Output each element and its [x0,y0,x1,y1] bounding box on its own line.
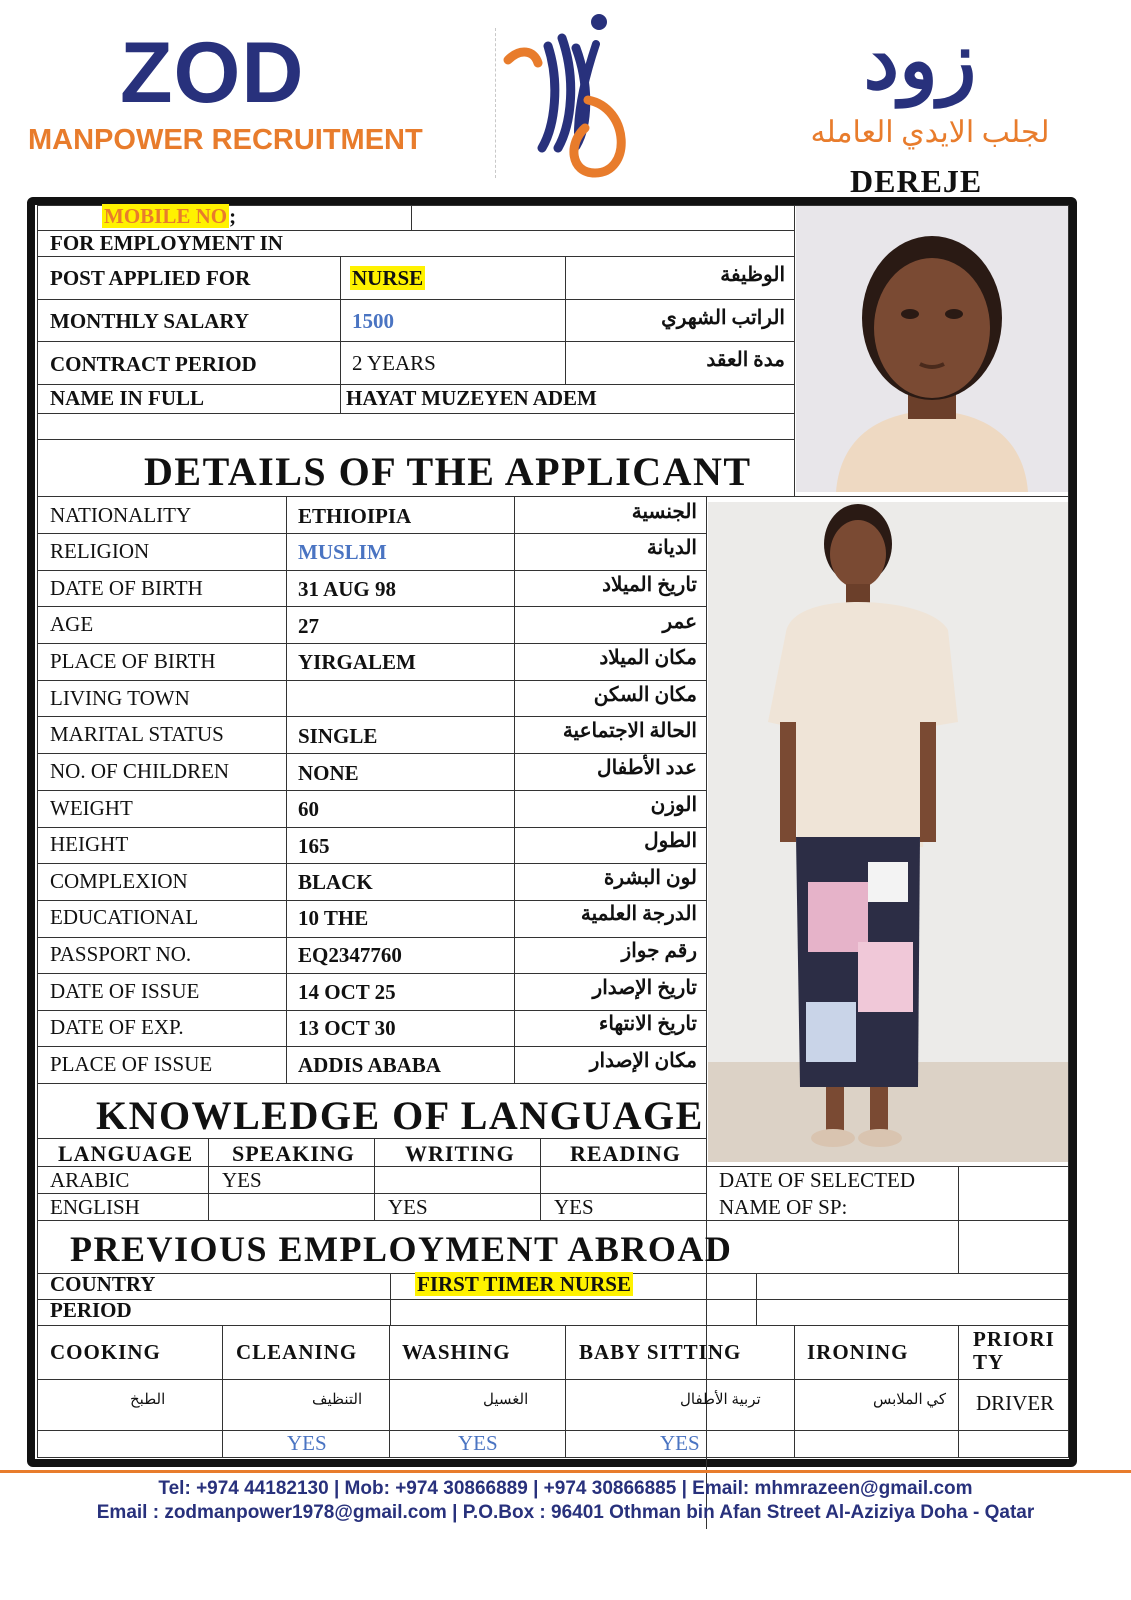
footer-contact: Tel: +974 44182130 | Mob: +974 30866889 | +974 30866885 | Email: mhmrazeen@gmail.com [158,1478,973,1499]
detail-label: NO. OF CHILDREN [50,759,230,783]
salary-label: MONTHLY SALARY [50,309,249,333]
speaking-header: SPEAKING [232,1141,355,1166]
detail-label: PLACE OF ISSUE [50,1052,213,1076]
skill-header: WASHING [402,1340,511,1364]
detail-label: PASSPORT NO. [50,942,192,966]
detail-label: COMPLEXION [50,869,188,893]
detail-arabic: تاريخ الإصدار [592,977,697,999]
language-title: KNOWLEDGE OF LANGUAGE [96,1093,704,1138]
detail-value: ETHIOIPIA [298,504,412,528]
post-value: NURSE [352,266,424,290]
previous-title: PREVIOUS EMPLOYMENT ABROAD [70,1229,733,1269]
name-value: HAYAT MUZEYEN ADEM [346,386,597,410]
arabic-subtitle: لجلب الايدي العامله [810,116,1050,149]
salary-value: 1500 [352,309,394,333]
detail-label: MARITAL STATUS [50,722,224,746]
detail-arabic: الديانة [646,537,697,559]
skill-header: IRONING [807,1340,909,1364]
detail-arabic: رقم جواز [621,940,697,962]
detail-value: SINGLE [298,724,378,748]
writing-header: WRITING [405,1141,515,1166]
detail-label: HEIGHT [50,832,129,856]
detail-label: DATE OF BIRTH [50,576,203,600]
detail-arabic: الدرجة العلمية [580,903,697,925]
reading-header: READING [570,1141,681,1166]
detail-label: PLACE OF BIRTH [50,649,216,673]
post-label: POST APPLIED FOR [50,266,251,290]
contract-label: CONTRACT PERIOD [50,352,257,376]
detail-value: 13 OCT 30 [298,1016,396,1040]
post-arabic: الوظيفة [720,264,785,286]
detail-arabic: تاريخ الميلاد [602,574,697,596]
priority-header: PRIORI TY [973,1327,1055,1375]
salary-arabic: الراتب الشهري [661,307,785,329]
detail-arabic: الطول [644,830,697,852]
skill-arabic: التنظيف [312,1392,363,1408]
detail-label: LIVING TOWN [50,686,190,710]
detail-value: BLACK [298,870,373,894]
detail-label: AGE [50,612,94,636]
skill-value: YES [458,1431,498,1455]
skill-arabic: كي الملابس [873,1392,947,1408]
brand-title: ZOD [120,25,305,121]
agent-name: DEREJE [850,163,983,199]
language-speaking: YES [222,1168,262,1192]
skill-header: COOKING [50,1340,161,1364]
detail-label: DATE OF EXP. [50,1015,184,1039]
detail-value: ADDIS ABABA [298,1053,441,1077]
language-name: ARABIC [50,1168,130,1192]
skill-arabic: تربية الأطفال [680,1392,761,1408]
date-selected-label: DATE OF SELECTED [719,1168,915,1192]
mobile-label: MOBILE NO; [104,204,237,228]
detail-arabic: مكان الإصدار [589,1050,697,1072]
skill-arabic: الغسيل [483,1392,529,1408]
name-label: NAME IN FULL [50,386,205,410]
detail-arabic: عمر [662,611,697,633]
detail-label: WEIGHT [50,796,133,820]
detail-value: NONE [298,761,359,785]
detail-label: NATIONALITY [50,503,192,527]
zod-logo-icon [500,8,640,183]
detail-value: EQ2347760 [298,943,402,967]
language-writing: YES [388,1195,428,1219]
priority-value: DRIVER [976,1391,1055,1415]
brand-subtitle: MANPOWER RECRUITMENT [28,124,423,156]
detail-label: EDUCATIONAL [50,905,199,929]
header-divider [495,28,496,178]
detail-value: YIRGALEM [298,650,416,674]
detail-arabic: الوزن [650,794,697,816]
country-label: COUNTRY [50,1272,156,1296]
applicant-full-photo [708,502,1068,1162]
detail-arabic: الحالة الاجتماعية [562,720,697,742]
language-reading: YES [554,1195,594,1219]
skill-value: YES [660,1431,700,1455]
period-label: PERIOD [50,1298,132,1322]
footer-divider [0,1470,1131,1473]
detail-value: 10 THE [298,906,369,930]
language-header: LANGUAGE [58,1141,194,1166]
detail-arabic: لون البشرة [603,867,697,889]
skill-header: CLEANING [236,1340,358,1364]
detail-label: DATE OF ISSUE [50,979,200,1003]
skill-arabic: الطبخ [130,1392,166,1408]
detail-arabic: تاريخ الانتهاء [598,1013,697,1035]
language-name: ENGLISH [50,1195,140,1219]
detail-arabic: مكان الميلاد [599,647,697,669]
contract-arabic: مدة العقد [706,349,785,371]
detail-value: MUSLIM [298,540,387,564]
detail-arabic: مكان السكن [593,684,697,706]
detail-value: 14 OCT 25 [298,980,396,1004]
contract-value: 2 YEARS [352,351,436,375]
detail-value: 31 AUG 98 [298,577,397,601]
country-value: FIRST TIMER NURSE [417,1272,631,1296]
sponsor-label: NAME OF SP: [719,1195,848,1219]
employment-label: FOR EMPLOYMENT IN [50,231,283,255]
detail-value: 165 [298,834,330,858]
applicant-portrait [796,206,1068,492]
footer-address: Email : zodmanpower1978@gmail.com | P.O.Box : 96401 Othman bin Afan Street Al-Aziziya Doha - Qatar [96,1502,1035,1523]
arabic-brand: زود [863,18,977,106]
detail-arabic: عدد الأطفال [597,757,697,779]
detail-value: 27 [298,614,319,638]
details-title: DETAILS OF THE APPLICANT [144,449,752,494]
skill-header: BABY SITTING [579,1340,742,1364]
detail-arabic: الجنسية [631,501,697,523]
detail-value: 60 [298,797,319,821]
detail-label: RELIGION [50,539,150,563]
skill-value: YES [287,1431,327,1455]
